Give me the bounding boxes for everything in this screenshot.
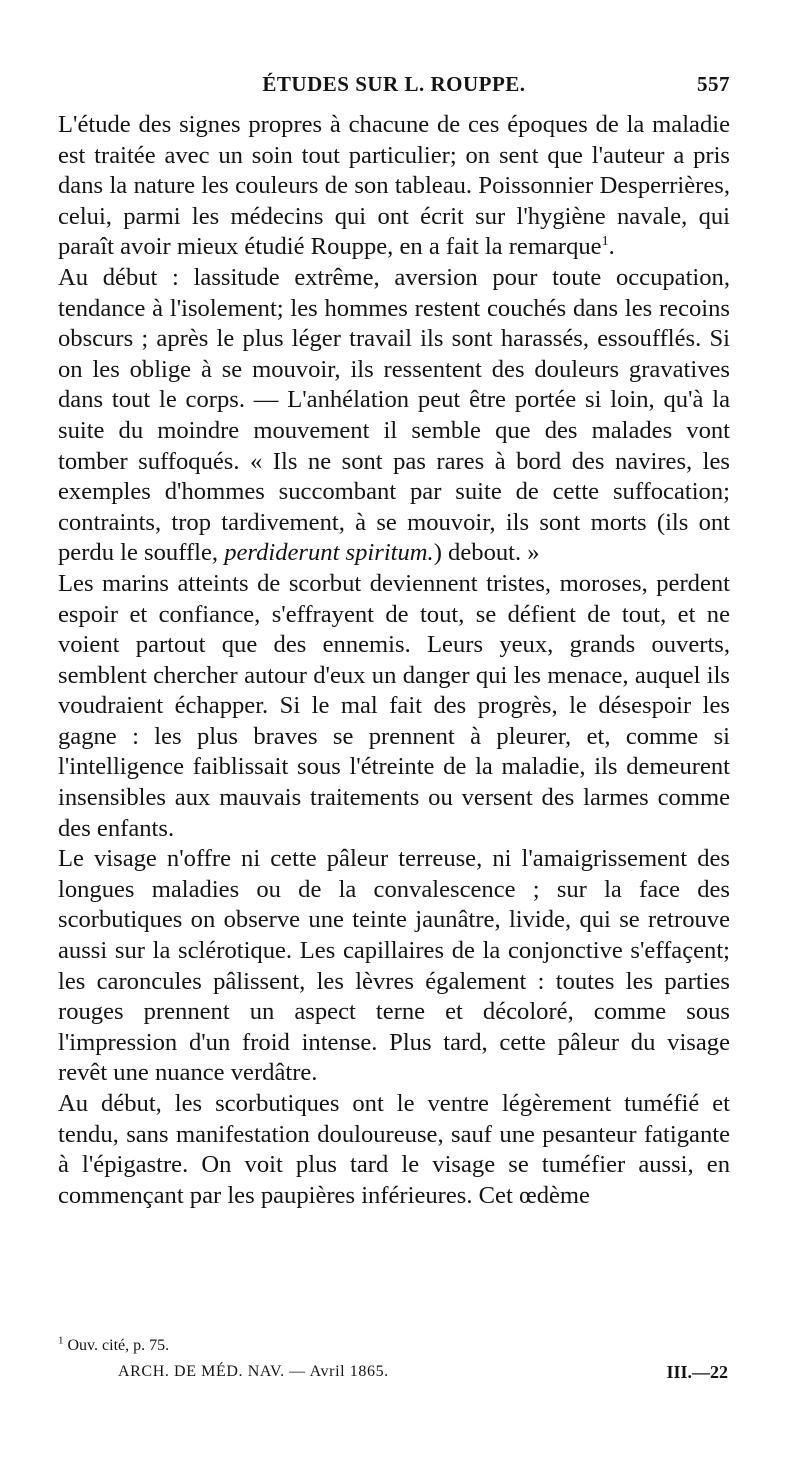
- paragraph-5: Au début, les scorbutiques ont le ventre légèrement tuméfié et tendu, sans manifestation douloureuse, sauf une pesanteur fatigante à l'épigastre. On voit plus tard le visage se tuméfier aussi, en commençant par les paupières inférieures. Cet œdème: [58, 1090, 730, 1209]
- running-title: ÉTUDES SUR L. ROUPPE.: [262, 72, 526, 96]
- footnote-text: Ouv. cité, p. 75.: [67, 1337, 170, 1354]
- paragraph-1-end: .: [608, 233, 615, 261]
- page-number: 557: [697, 72, 730, 96]
- paragraph-1: [58, 110, 730, 263]
- running-header: [58, 72, 730, 102]
- journal-imprint: ARCH. DE MÉD. NAV. — Avril 1865.: [118, 1363, 389, 1380]
- signature-mark: III.—22: [666, 1362, 728, 1382]
- paragraph-2: [58, 263, 730, 569]
- body-text: [58, 110, 730, 1211]
- paragraph-3: Les marins atteints de scorbut deviennent tristes, moroses, perdent espoir et confiance, s'effrayent de tout, se défient de tout, et ne voient partout que des ennemis. Leurs yeux, grands ouverts, semblent chercher autour d'eux un danger qui les menace, auquel ils voudraient échapper. Si le mal fait des progrès, le désespoir les gagne : les plus braves se prennent à pleurer, et, comme si l'intelligence faiblissait sous l'étreinte de la maladie, ils demeurent insensibles aux mauvais traitements ou versent des larmes comme des enfants.: [58, 569, 730, 842]
- footnote-ref[interactable]: 1: [601, 234, 609, 250]
- paragraph-2-text: Au début : lassitude extrême, aversion pour toute occupation, tendance à l'isolement; les hommes restent couchés dans les recoins obscurs ; après le plus léger travail ils sont harassés, essoufflés. Si on les oblige à se mouvoir, ils ressentent des douleurs gravatives dans tout le corps. — L'anhélation peut être portée si loin, qu'à la suite du moindre mouvement il semble que des malades vont tomber suffoqués. « Ils ne sont pas rares à bord des navires, les exemples d'hommes succombant par suite de cette suffocation; contraints, trop tardivement, à se mouvoir, ils sont morts (ils ont perdu le souffle,: [58, 263, 730, 567]
- paragraph-2-end: ) debout. »: [433, 539, 540, 567]
- latin-quote: perdiderunt spiritum.: [224, 539, 434, 567]
- footnote-marker: 1: [58, 1334, 64, 1347]
- paragraph-1-text: L'étude des signes propres à chacune de ces époques de la maladie est traitée avec un soin tout particulier; on sent que l'auteur a pris dans la nature les couleurs de son tableau. Poissonnier Desperrières, celui, parmi les médecins qui ont écrit sur l'hygiène navale, qui paraît avoir mieux étudié Rouppe, en a fait la remarque: [58, 111, 730, 261]
- paragraph-4: Le visage n'offre ni cette pâleur terreuse, ni l'amaigrissement des longues maladies ou de la convalescence ; sur la face des scorbutiques on observe une teinte jaunâtre, livide, qui se retrouve aussi sur la sclérotique. Les capillaires de la conjonctive s'effaçent; les caroncules pâlissent, les lèvres également : toutes les parties rouges prennent un aspect terne et décoloré, comme sous l'impression d'un froid intense. Plus tard, cette pâleur du visage revêt une nuance verdâtre.: [58, 845, 730, 1087]
- footnote: [58, 1336, 169, 1356]
